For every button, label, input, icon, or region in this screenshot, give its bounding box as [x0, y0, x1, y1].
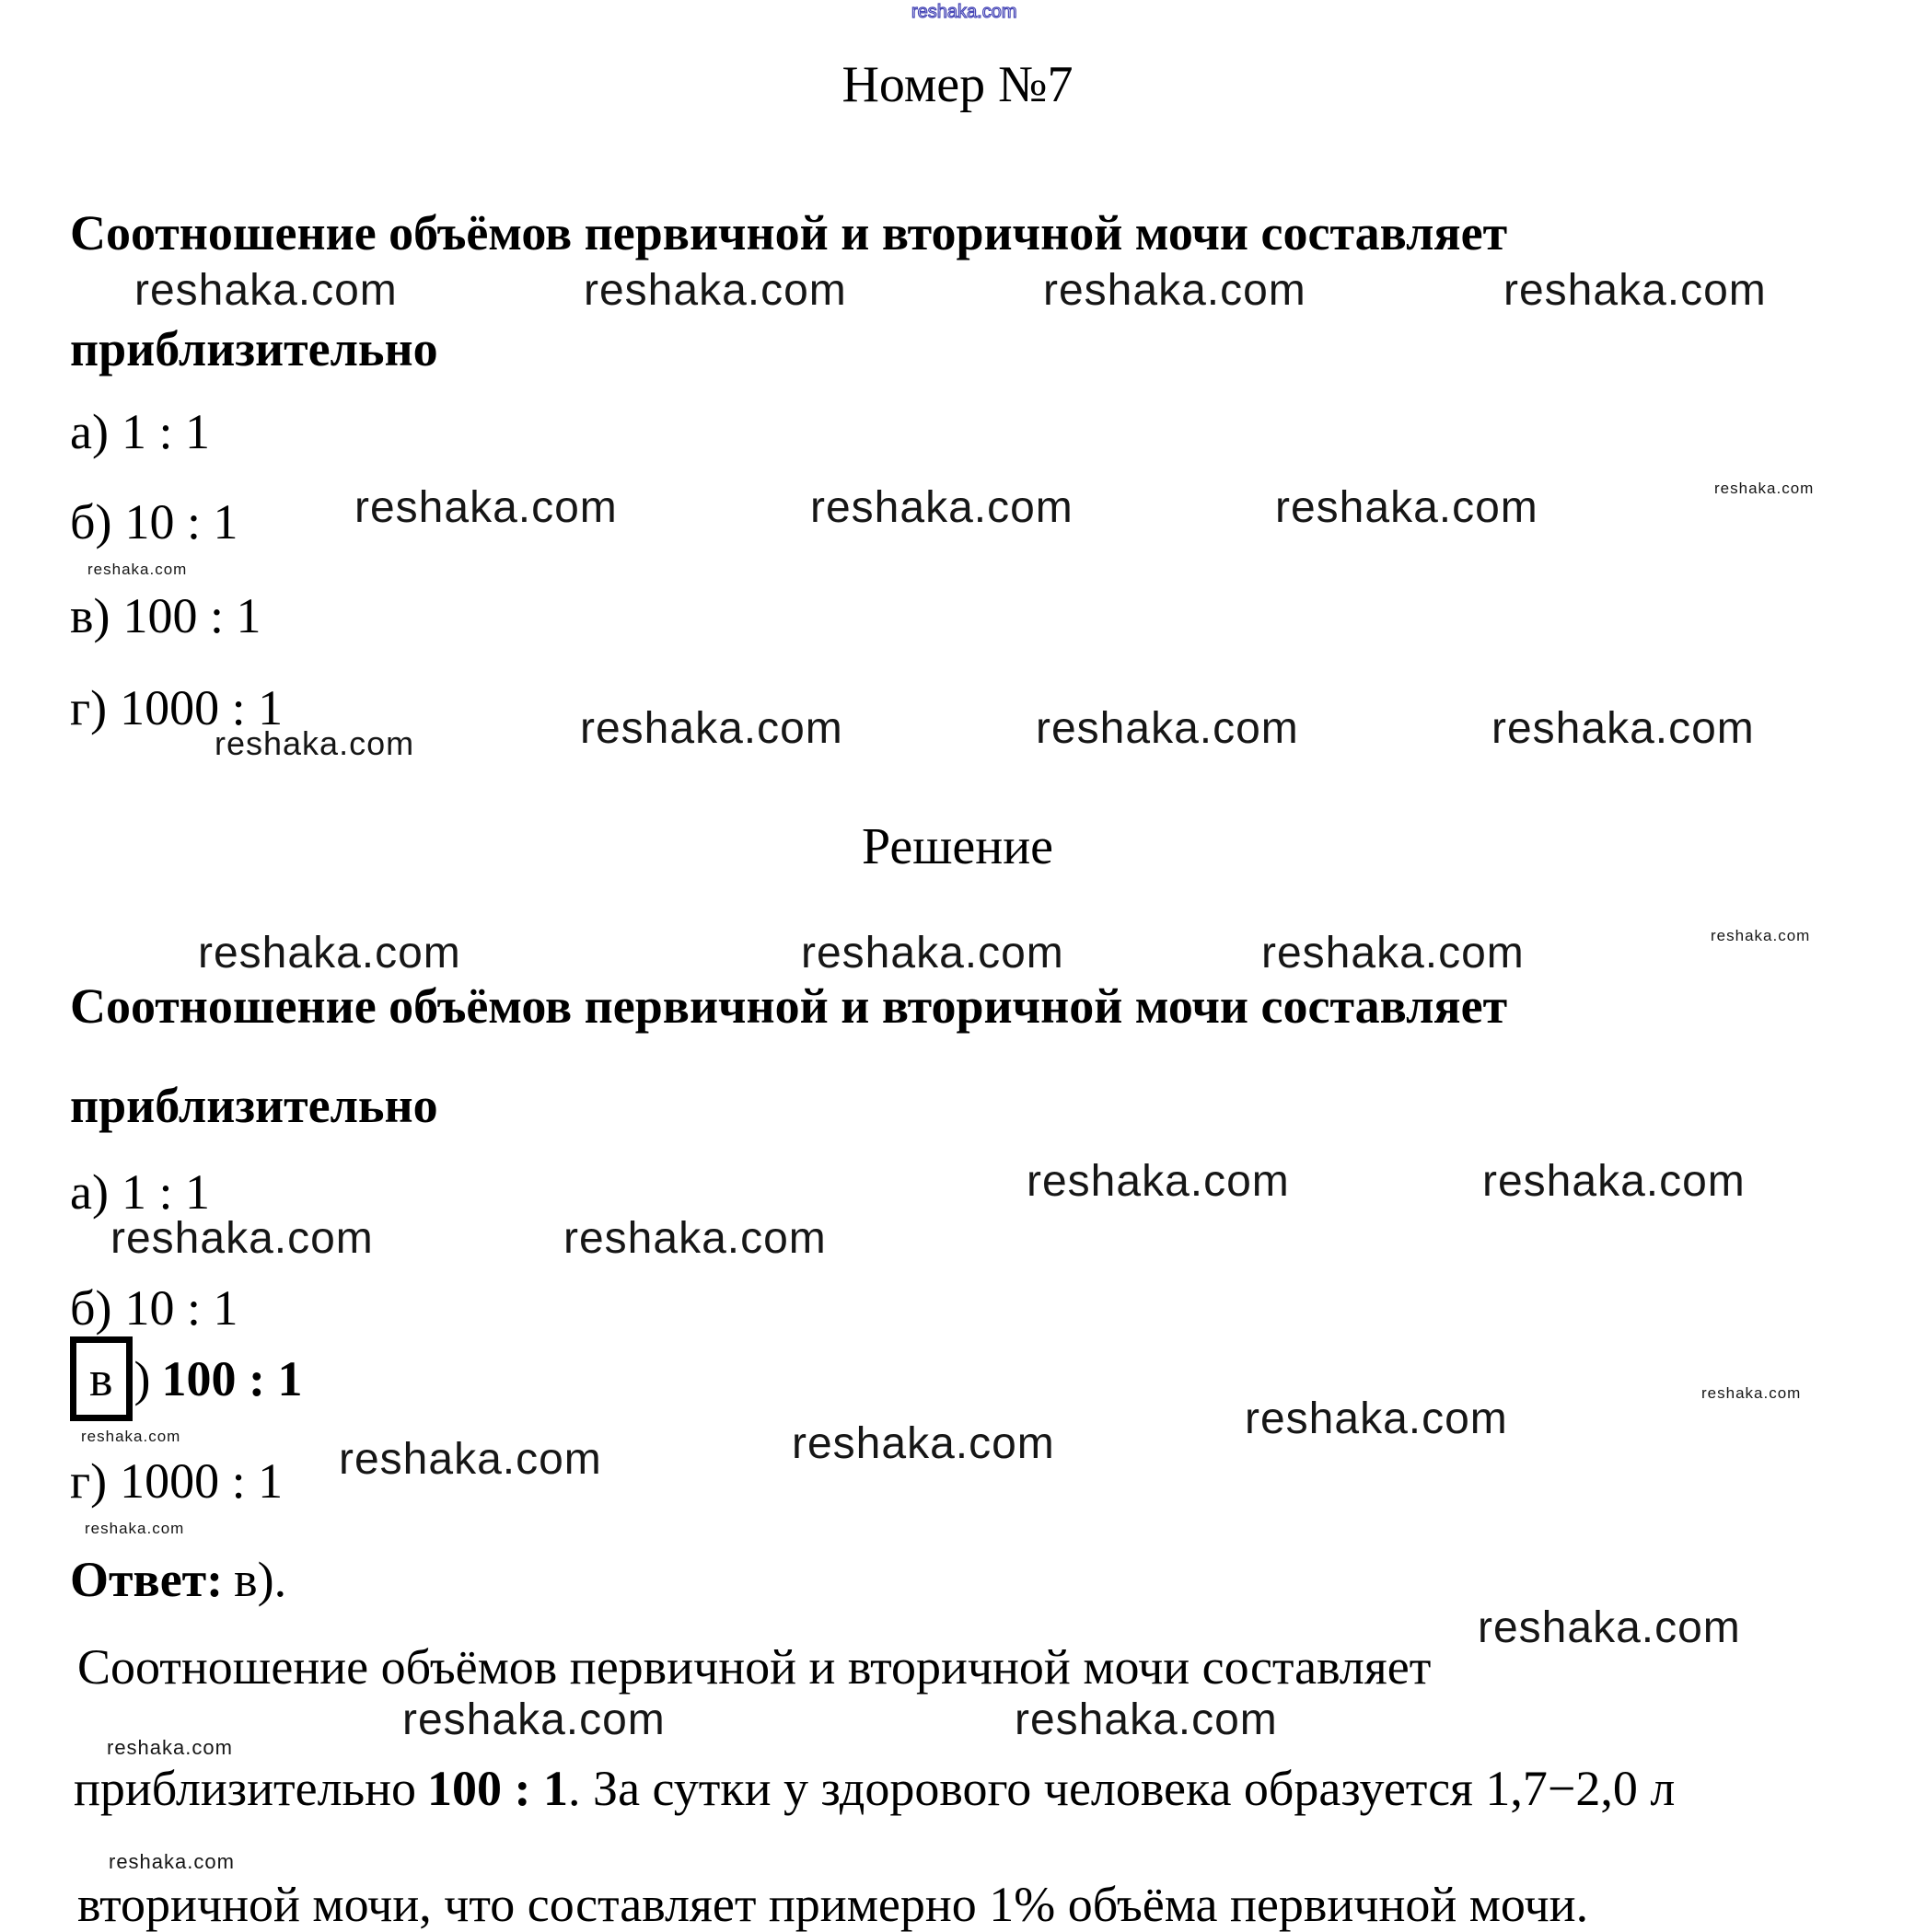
watermark-reshaka: reshaka.com: [1261, 929, 1525, 978]
watermark-reshaka: reshaka.com: [85, 1520, 185, 1537]
explanation-line1: Соотношение объёмов первичной и вторичной мочи составляет: [77, 1639, 1432, 1695]
explanation-line2: [74, 1760, 1675, 1817]
watermark-reshaka: reshaka.com: [792, 1419, 1055, 1468]
watermark-reshaka: reshaka.com: [1482, 1157, 1746, 1206]
solution-option-a: [70, 1163, 210, 1221]
watermark-reshaka: reshaka.com: [1036, 704, 1299, 753]
question-heading-line1: Соотношение объёмов первичной и вторичной мочи составляет: [70, 205, 1508, 260]
question-option-v: [70, 587, 261, 644]
watermark-reshaka: reshaka.com: [87, 561, 188, 578]
option-label: б): [70, 1280, 112, 1336]
watermark-reshaka: reshaka.com: [354, 483, 618, 532]
option-label: в): [70, 588, 110, 643]
watermark-reshaka: reshaka.com: [1701, 1384, 1802, 1402]
watermark-reshaka: reshaka.com: [1275, 483, 1538, 532]
answer-row: [70, 1551, 286, 1608]
question-option-a: [70, 403, 210, 460]
solution-option-b: [70, 1279, 238, 1336]
explanation-line2-prefix: приблизительно: [74, 1761, 417, 1816]
watermark-reshaka: reshaka.com: [110, 1214, 374, 1263]
watermark-reshaka: reshaka.com: [107, 1736, 233, 1759]
answer-option-value: 100 : 1: [161, 1351, 303, 1406]
option-value: 100 : 1: [122, 588, 261, 643]
answer-value: в).: [234, 1552, 287, 1607]
watermark-reshaka: reshaka.com: [1503, 266, 1767, 315]
option-value: 10 : 1: [124, 1280, 238, 1336]
watermark-reshaka: reshaka.com: [81, 1428, 181, 1445]
watermark-reshaka: reshaka.com: [1027, 1157, 1290, 1206]
solution-heading: Решение: [861, 818, 1054, 875]
watermark-reshaka: reshaka.com: [801, 929, 1064, 978]
option-value: 1000 : 1: [120, 1453, 284, 1509]
watermark-reshaka: reshaka.com: [215, 724, 415, 762]
page-title: Номер №7: [841, 56, 1074, 113]
option-label: г): [70, 680, 108, 735]
solution-answer-option-row: [70, 1336, 302, 1421]
watermark-reshaka: reshaka.com: [109, 1850, 235, 1873]
answer-label: Ответ:: [70, 1552, 224, 1607]
watermark-reshaka: reshaka.com: [580, 704, 843, 753]
option-label: а): [70, 404, 109, 459]
option-value: 10 : 1: [124, 494, 238, 550]
option-value: 1 : 1: [121, 404, 210, 459]
watermark-reshaka: reshaka.com: [134, 266, 398, 315]
watermark-reshaka: reshaka.com: [1714, 480, 1815, 497]
watermark-reshaka: reshaka.com: [1015, 1695, 1278, 1744]
watermark-reshaka: reshaka.com: [563, 1214, 827, 1263]
answer-option-bracket: ): [133, 1351, 151, 1406]
explanation-line2-ratio: 100 : 1: [427, 1761, 569, 1816]
watermark-reshaka: reshaka.com: [1043, 266, 1306, 315]
option-label: б): [70, 494, 112, 550]
answer-option-box: в: [70, 1336, 133, 1421]
option-value: 1000 : 1: [120, 680, 284, 735]
solution-question-line2: приблизительно: [70, 1078, 438, 1133]
explanation-line2-suffix: . За сутки у здорового человека образуется 1,7−2,0 л: [568, 1761, 1676, 1816]
watermark-reshaka-outline: reshaka.com: [911, 2, 1017, 22]
watermark-reshaka: reshaka.com: [1491, 704, 1755, 753]
explanation-line3: вторичной мочи, что составляет примерно 1% объёма первичной мочи.: [77, 1877, 1589, 1932]
question-option-b: [70, 493, 238, 550]
option-label: а): [70, 1164, 109, 1220]
option-label: г): [70, 1453, 108, 1509]
watermark-reshaka: reshaka.com: [1478, 1603, 1741, 1652]
watermark-reshaka: reshaka.com: [810, 483, 1074, 532]
watermark-reshaka: reshaka.com: [1711, 927, 1811, 944]
watermark-reshaka: reshaka.com: [339, 1435, 602, 1484]
watermark-reshaka: reshaka.com: [584, 266, 847, 315]
watermark-reshaka: reshaka.com: [402, 1695, 666, 1744]
solution-option-g: [70, 1452, 283, 1510]
option-value: 1 : 1: [121, 1164, 210, 1220]
solution-question-line1: Соотношение объёмов первичной и вторичной мочи составляет: [70, 978, 1508, 1034]
watermark-reshaka: reshaka.com: [198, 929, 461, 978]
question-heading-line2: приблизительно: [70, 321, 438, 376]
watermark-reshaka: reshaka.com: [1245, 1394, 1508, 1443]
